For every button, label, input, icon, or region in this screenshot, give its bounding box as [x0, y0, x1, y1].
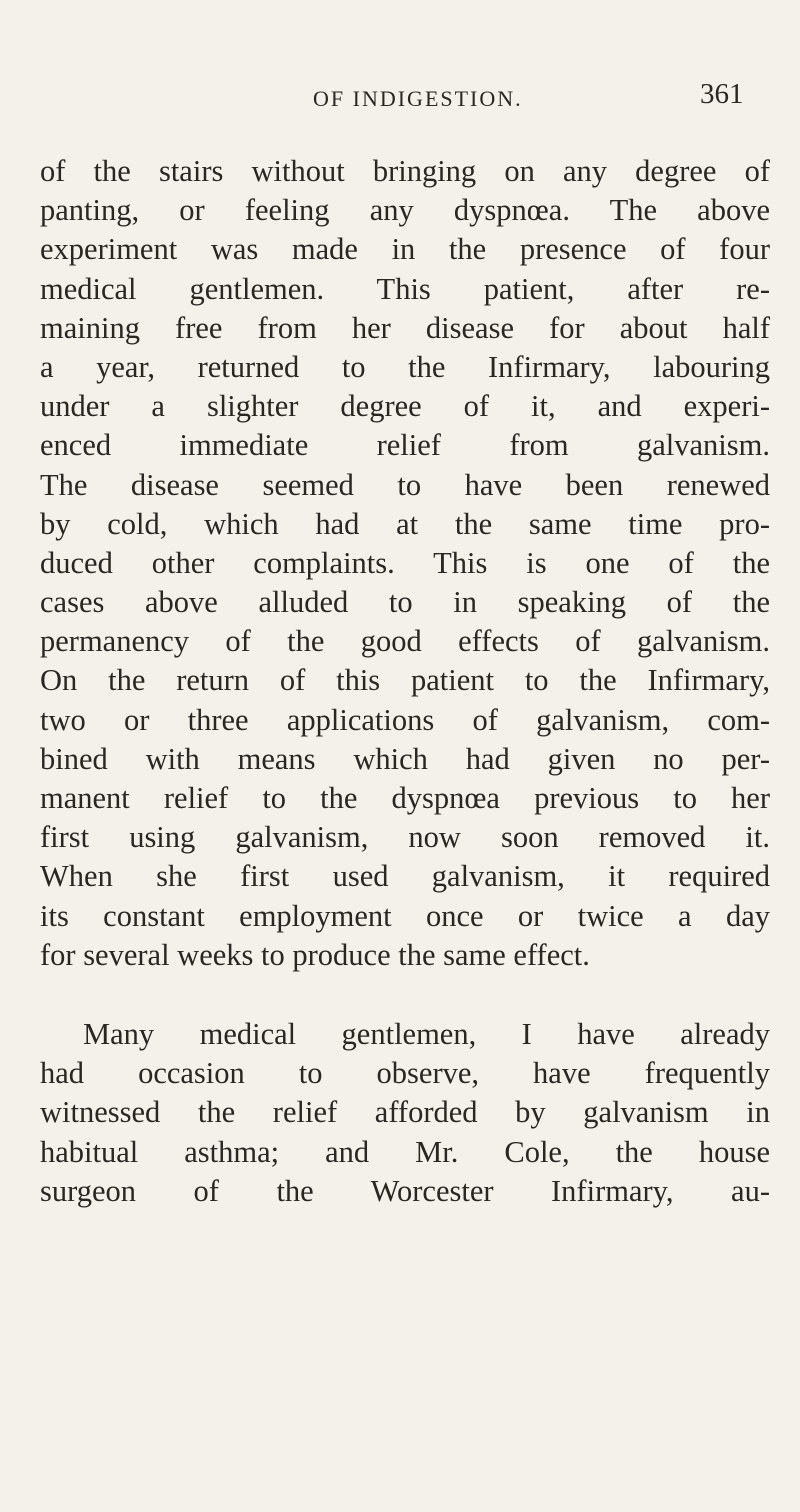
body-text: [40, 152, 770, 1211]
text-line: had occasion to observe, have frequently: [40, 1056, 770, 1091]
text-line: for several weeks to produce the same effect.: [40, 937, 590, 972]
text-line: a year, returned to the Infirmary, labouring: [40, 349, 770, 384]
text-line: habitual asthma; and Mr. Cole, the house: [40, 1134, 770, 1169]
text-line: manent relief to the dyspnœa previous to her: [40, 781, 770, 815]
paragraph-gap: [40, 975, 770, 1015]
text-line: Many medical gentlemen, I have already: [83, 1016, 770, 1051]
text-line: witnessed the relief afforded by galvanism in: [40, 1095, 770, 1130]
text-line: medical gentlemen. This patient, after re-: [40, 271, 770, 306]
text-line: The disease seemed to have been renewed: [40, 467, 770, 502]
text-line: duced other complaints. This is one of the: [40, 545, 770, 580]
page-number: 361: [700, 78, 744, 110]
text-line: under a slighter degree of it, and experi-: [40, 389, 770, 424]
text-line: bined with means which had given no per-: [40, 741, 770, 776]
text-line: experiment was made in the presence of four: [40, 232, 770, 267]
text-line: When she first used galvanism, it required: [40, 859, 770, 894]
text-line: panting, or feeling any dyspnœa. The above: [40, 193, 770, 228]
text-line: cases above alluded to in speaking of the: [40, 585, 770, 620]
text-line: maining free from her disease for about half: [40, 310, 770, 345]
text-line: two or three applications of galvanism, com-: [40, 702, 770, 737]
text-line: On the return of this patient to the Infirmary,: [40, 663, 770, 698]
paragraph-2: [40, 1015, 770, 1211]
text-line: of the stairs without bringing on any degree of: [40, 154, 770, 188]
text-line: permanency of the good effects of galvanism.: [40, 624, 770, 659]
text-line: its constant employment once or twice a day: [40, 898, 770, 933]
text-line: by cold, which had at the same time pro-: [40, 506, 770, 541]
running-head: [0, 78, 800, 118]
text-line: surgeon of the Worcester Infirmary, au-: [40, 1173, 770, 1208]
running-title: OF INDIGESTION.: [313, 86, 523, 111]
text-line: first using galvanism, now soon removed it.: [40, 820, 770, 855]
paragraph-1: [40, 152, 770, 975]
text-line: enced immediate relief from galvanism.: [40, 428, 770, 463]
